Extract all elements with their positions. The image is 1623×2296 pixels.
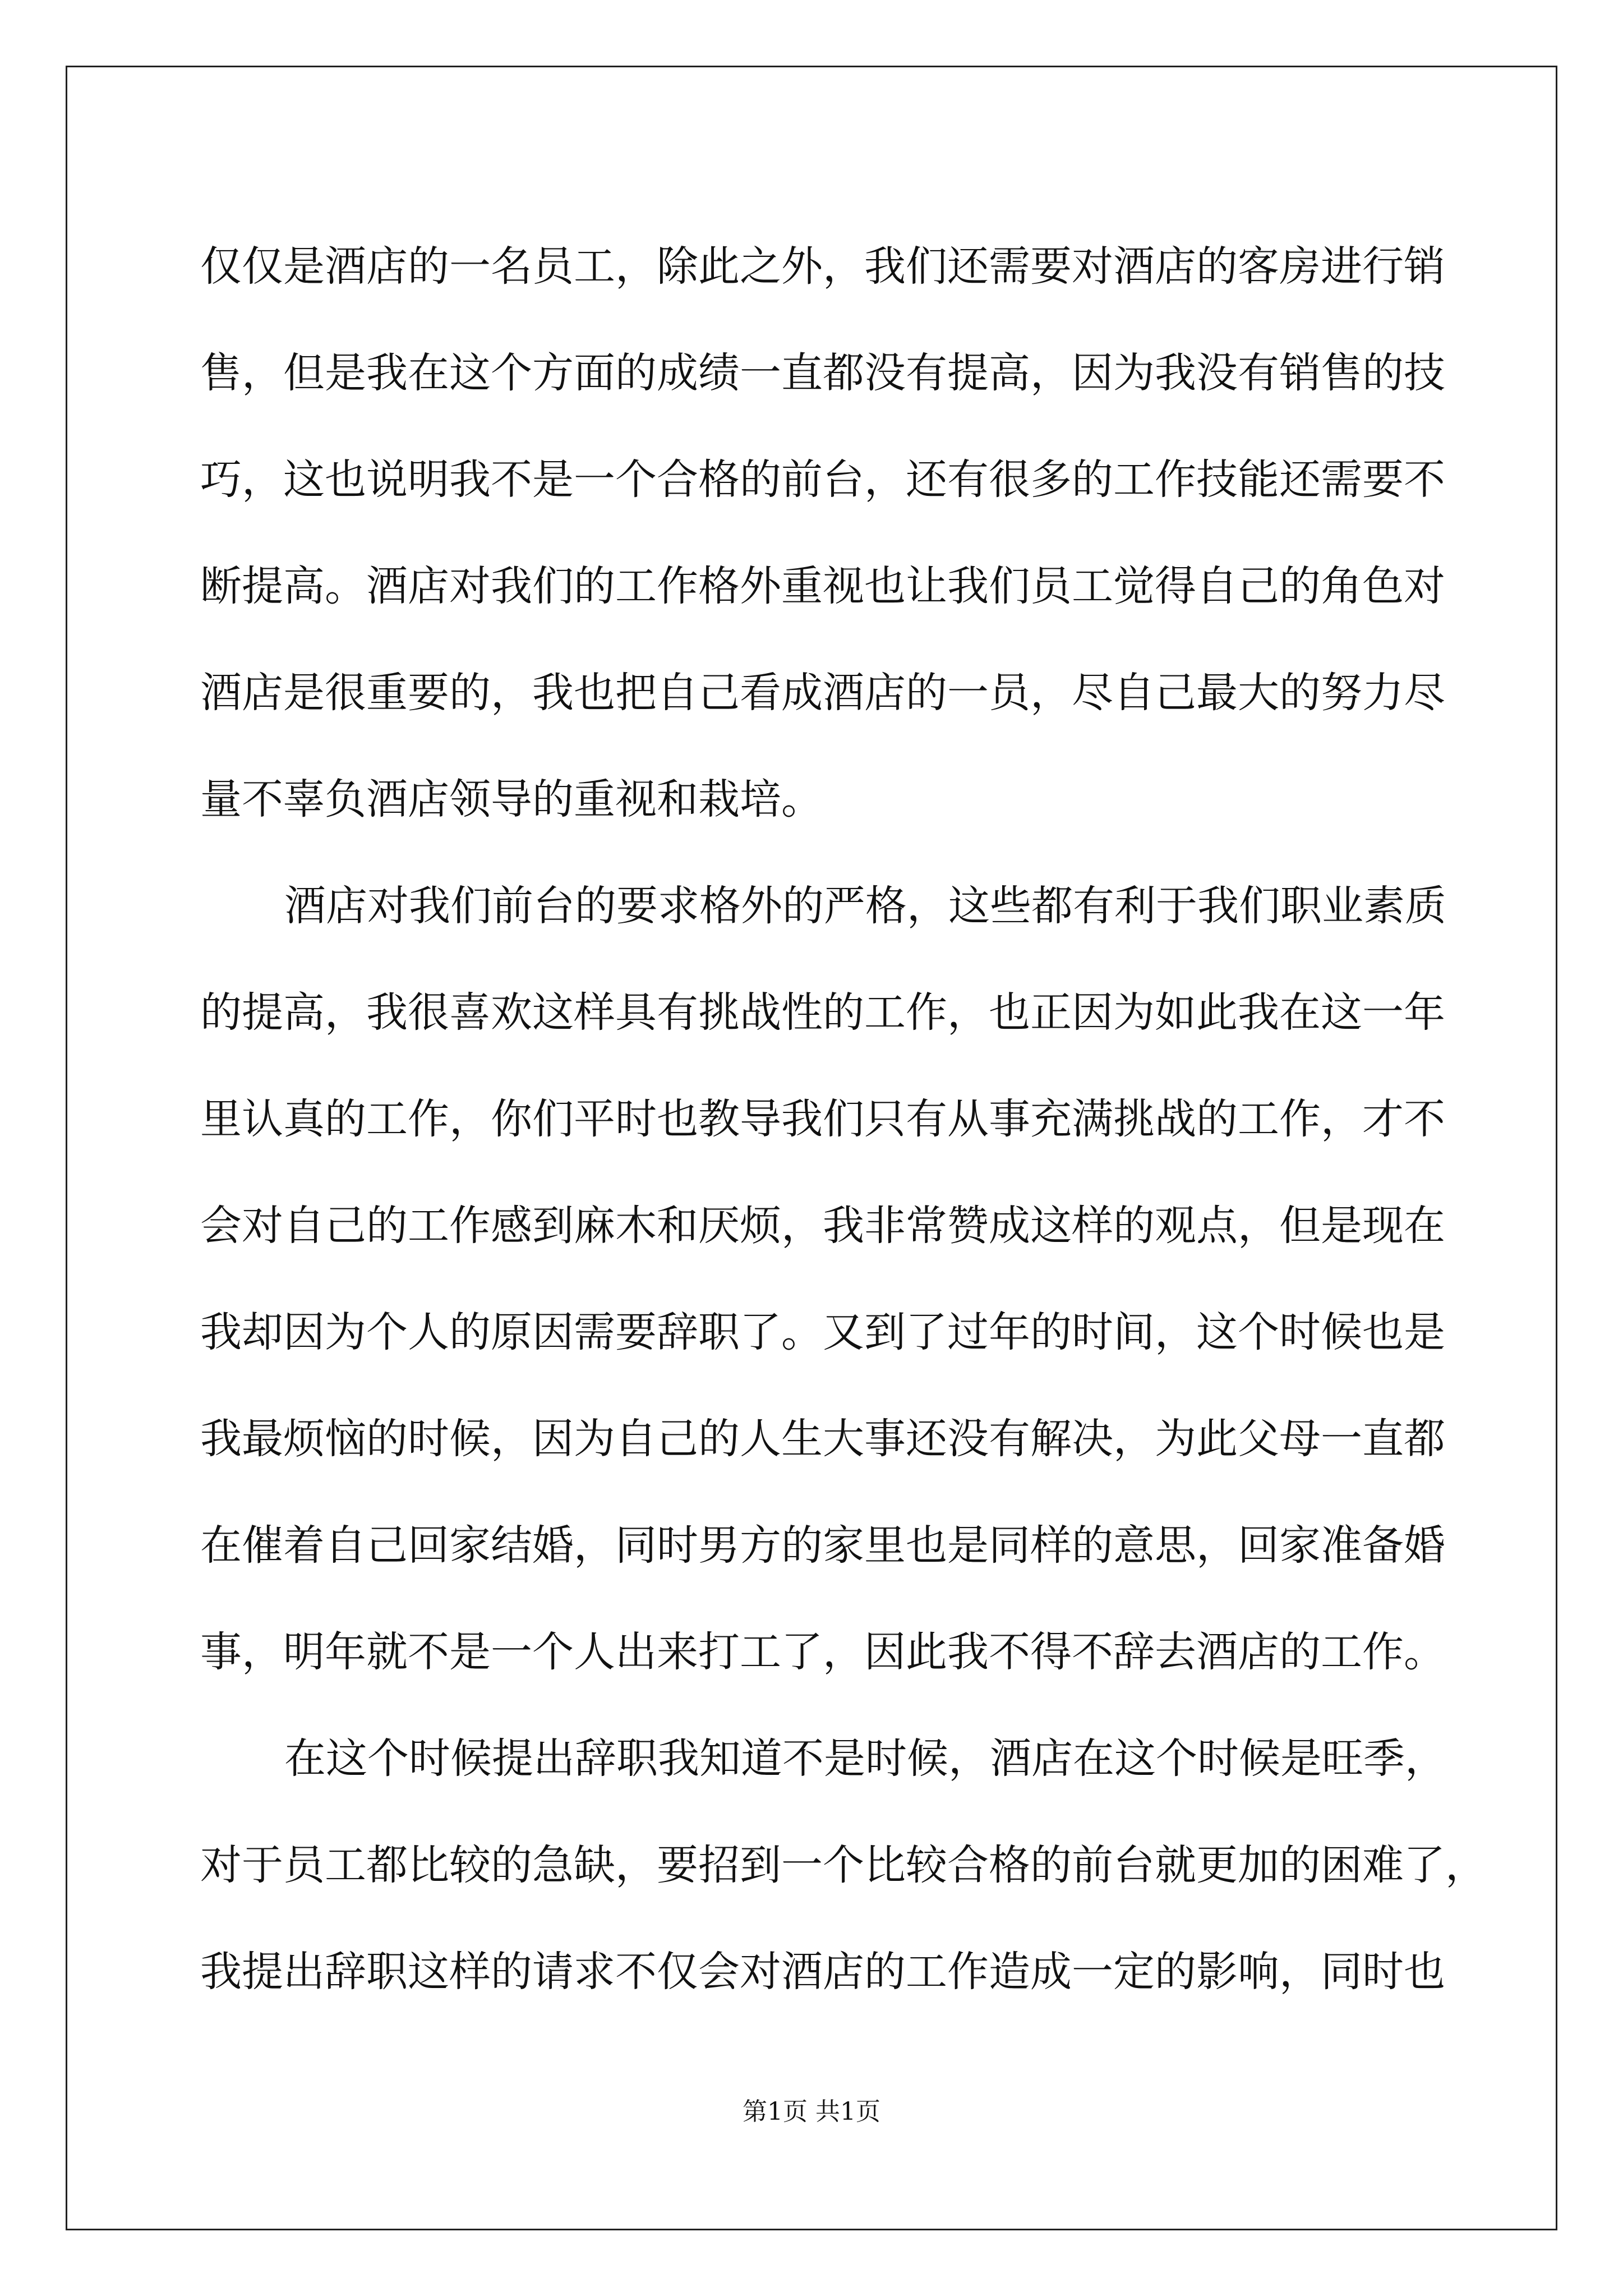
document-body <box>200 213 1487 2025</box>
text-line: 里认真的工作，你们平时也教导我们只有从事充满挑战的工作，才不 <box>200 1095 1445 1143</box>
text-line: 售，但是我在这个方面的成绩一直都没有提高，因为我没有销售的技 <box>200 349 1445 397</box>
text-line: 对于员工都比较的急缺，要招到一个比较合格的前台就更加的困难了， <box>200 1841 1487 1889</box>
text-line: 量不辜负酒店领导的重视和栽培。 <box>200 775 823 823</box>
text-line: 我提出辞职这样的请求不仅会对酒店的工作造成一定的影响，同时也 <box>200 1948 1445 1996</box>
text-line: 我最烦恼的时候，因为自己的人生大事还没有解决，为此父母一直都 <box>200 1415 1445 1463</box>
page-number-footer: 第1页 共1页 <box>743 2097 880 2126</box>
text-line: 酒店是很重要的，我也把自己看成酒店的一员，尽自己最大的努力尽 <box>200 669 1445 717</box>
text-line: 事，明年就不是一个人出来打工了，因此我不得不辞去酒店的工作。 <box>200 1628 1445 1676</box>
text-line: 断提高。酒店对我们的工作格外重视也让我们员工觉得自己的角色对 <box>200 562 1445 610</box>
text-line: 我却因为个人的原因需要辞职了。又到了过年的时间，这个时候也是 <box>200 1308 1445 1356</box>
text-line: 巧，这也说明我不是一个合格的前台，还有很多的工作技能还需要不 <box>200 455 1445 504</box>
text-line: 的提高，我很喜欢这样具有挑战性的工作，也正因为如此我在这一年 <box>200 988 1445 1037</box>
text-line: 仅仅是酒店的一名员工，除此之外，我们还需要对酒店的客房进行销 <box>200 242 1445 291</box>
paragraph-first-line: 酒店对我们前台的要求格外的严格，这些都有利于我们职业素质 <box>284 882 1446 930</box>
paragraph-first-line: 在这个时候提出辞职我知道不是时候，酒店在这个时候是旺季， <box>284 1734 1446 1783</box>
text-line: 在催着自己回家结婚，同时男方的家里也是同样的意思，回家准备婚 <box>200 1521 1445 1570</box>
text-line: 会对自己的工作感到麻木和厌烦，我非常赞成这样的观点，但是现在 <box>200 1202 1445 1250</box>
